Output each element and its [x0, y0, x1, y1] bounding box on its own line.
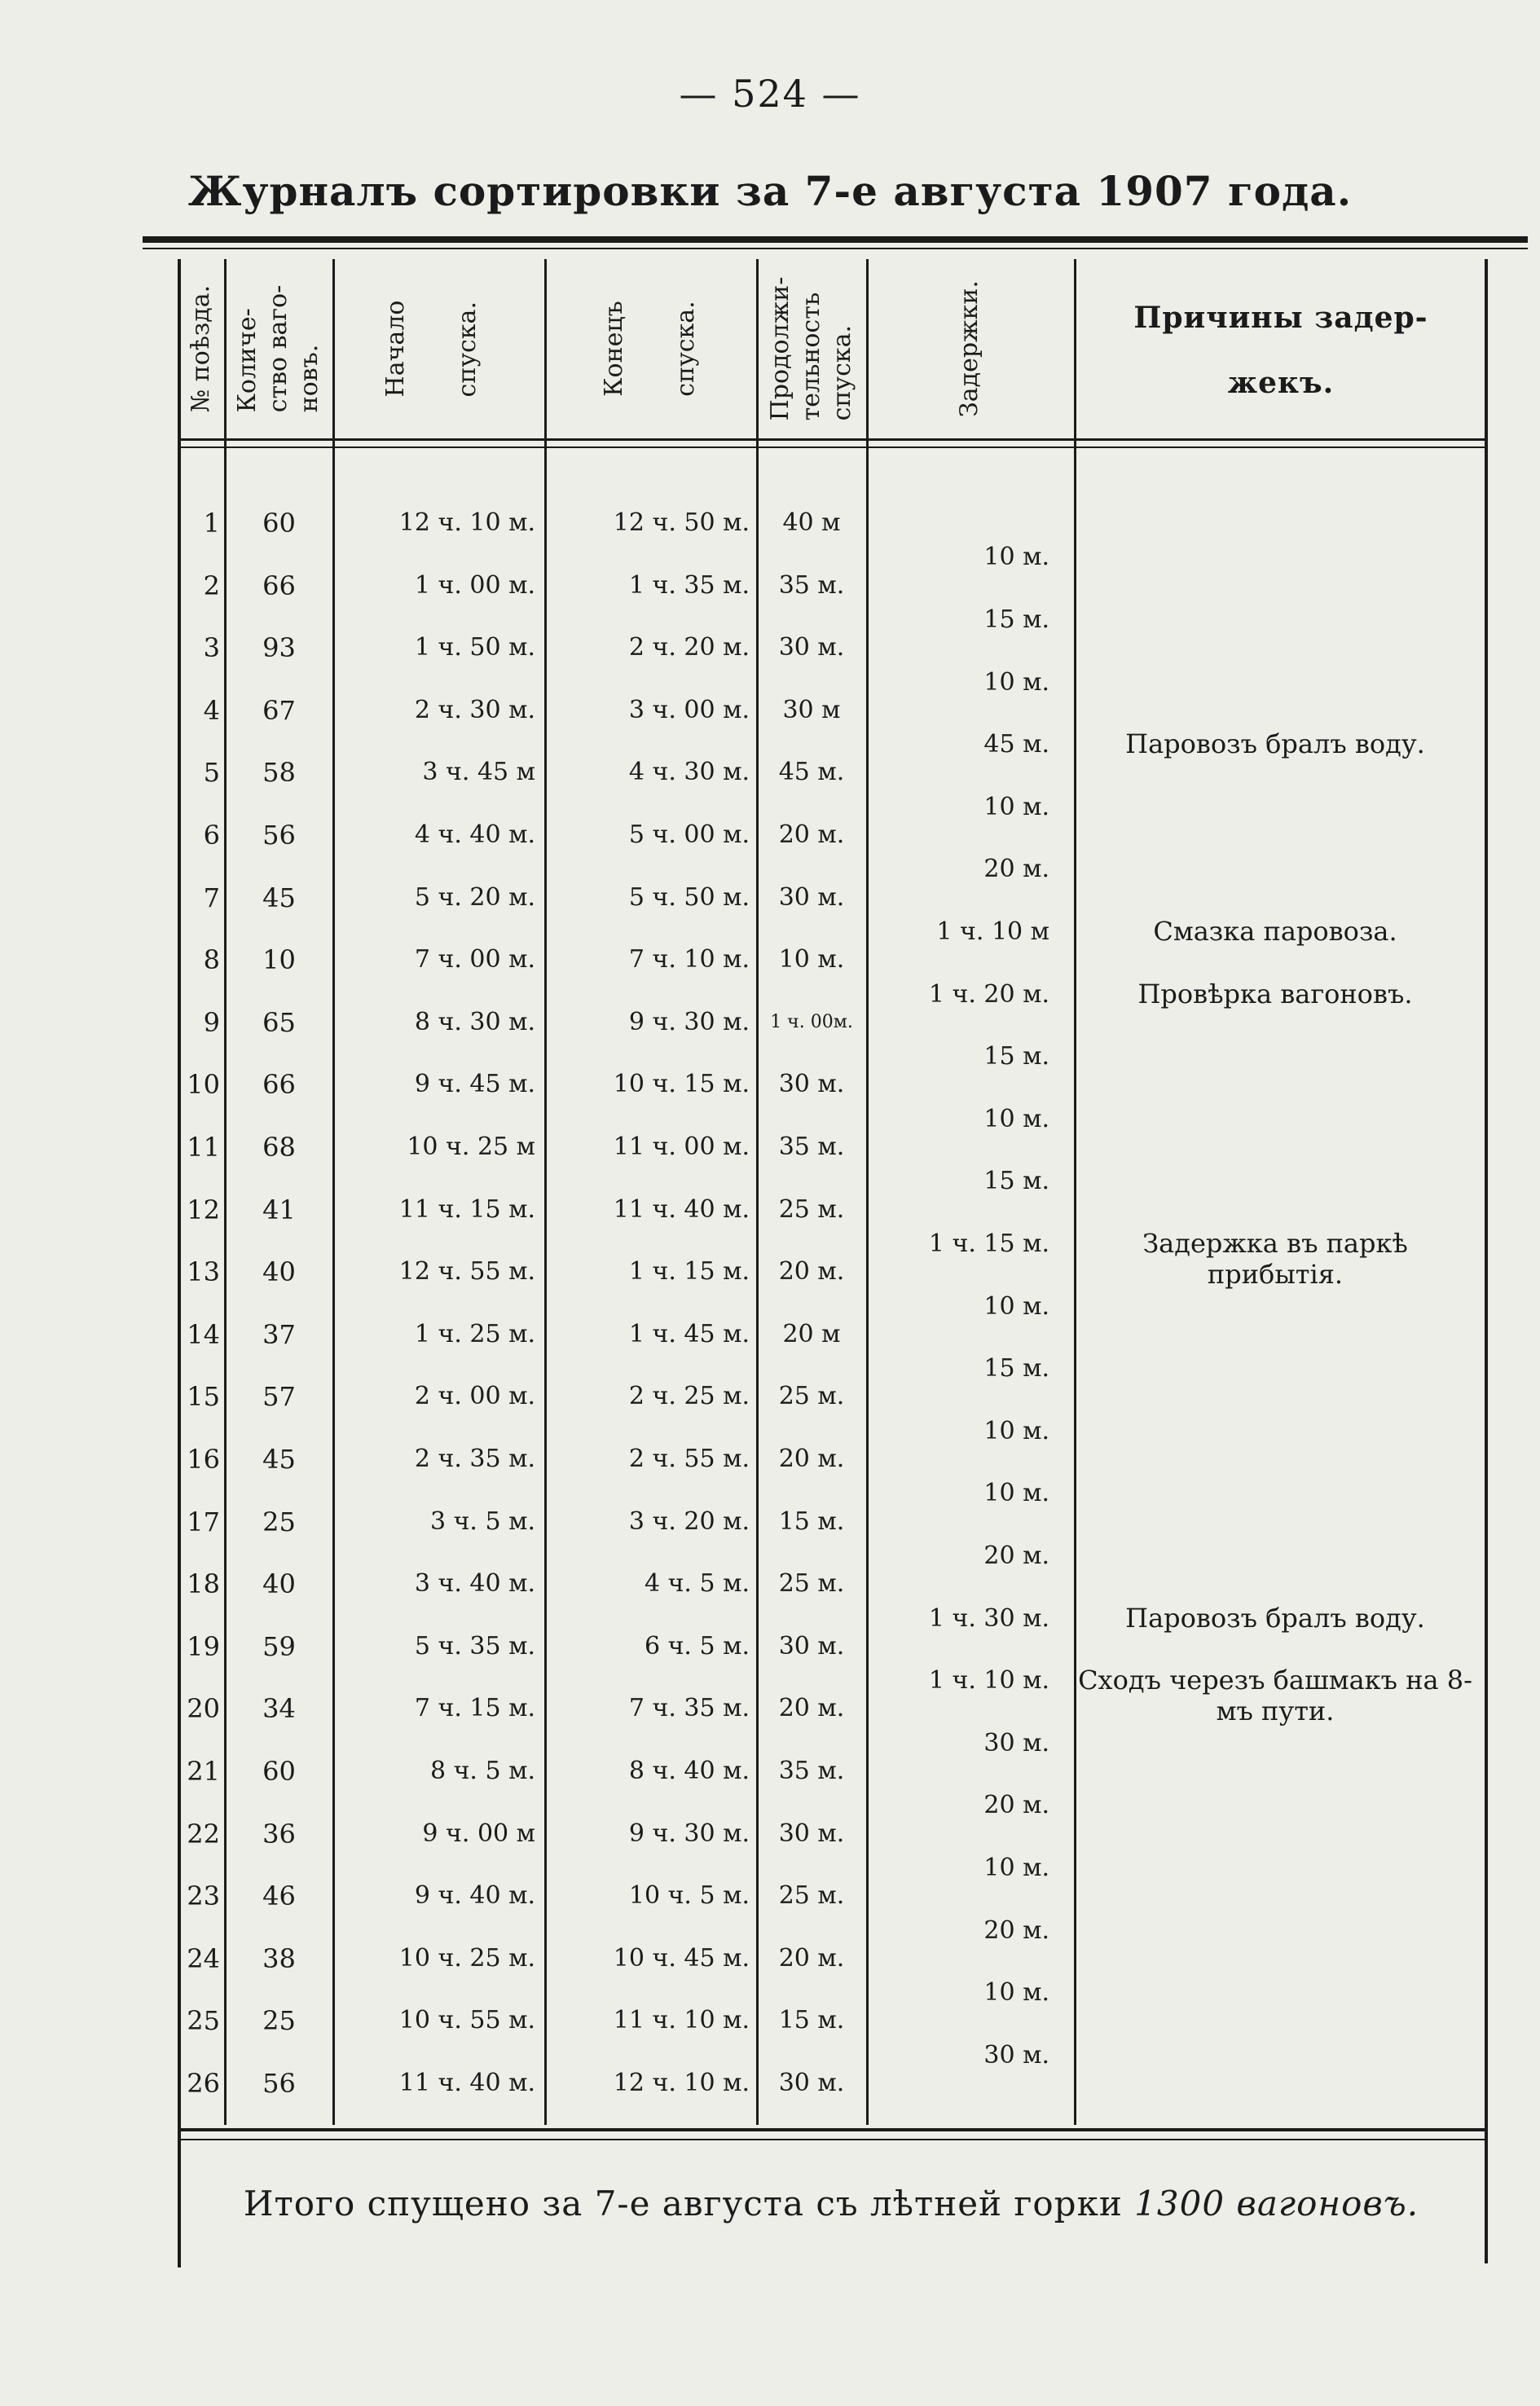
wagon-count: 40 [262, 1568, 296, 1599]
header-rule-2 [181, 446, 1485, 448]
delay-value: 20 м. [983, 1791, 1049, 1819]
train-number: 11 [187, 1132, 220, 1163]
start-time: 7 ч. 15 м. [414, 1694, 535, 1722]
wagon-count: 60 [262, 508, 296, 539]
train-number: 22 [187, 1819, 220, 1850]
end-time: 11 ч. 00 м. [613, 1133, 750, 1161]
wagon-count: 45 [262, 1444, 296, 1475]
end-time: 4 ч. 5 м. [644, 1569, 750, 1598]
duration: 20 м [782, 1320, 841, 1348]
delay-reason: Смазка паровоза. [1153, 916, 1397, 947]
header-start: Начало спуска. [381, 300, 482, 398]
start-time: 12 ч. 10 м. [398, 508, 535, 537]
start-time: 10 ч. 25 м. [398, 1944, 535, 1973]
wagon-count: 41 [262, 1194, 296, 1225]
header-duration: Продолжи- тельность спуска. [766, 276, 856, 421]
end-time: 7 ч. 10 м. [628, 945, 750, 974]
total-line [187, 2184, 1475, 2223]
wagon-count: 10 [262, 944, 296, 975]
wagon-count: 65 [262, 1007, 296, 1038]
start-time: 1 ч. 25 м. [414, 1320, 535, 1348]
train-number: 15 [187, 1381, 220, 1412]
col-sep-2 [332, 259, 335, 2125]
duration: 20 м. [778, 1694, 845, 1722]
end-time: 8 ч. 40 м. [628, 1757, 750, 1785]
end-time: 12 ч. 50 м. [613, 508, 750, 537]
duration: 20 м. [778, 1257, 845, 1286]
train-number: 12 [187, 1194, 220, 1225]
wagon-count: 38 [262, 1943, 296, 1974]
train-number: 17 [187, 1506, 220, 1537]
start-time: 8 ч. 5 м. [429, 1757, 535, 1785]
end-time: 3 ч. 20 м. [628, 1507, 750, 1536]
start-time: 3 ч. 40 м. [414, 1569, 535, 1598]
duration: 20 м. [778, 820, 845, 849]
wagon-count: 59 [262, 1631, 296, 1662]
start-time: 12 ч. 55 м. [398, 1257, 535, 1286]
header-delays: Задержки. [955, 280, 983, 417]
duration: 30 м. [778, 1070, 845, 1098]
end-time: 11 ч. 40 м. [613, 1195, 750, 1224]
delay-reason: Провѣрка вагоновъ. [1137, 979, 1413, 1009]
end-time: 5 ч. 50 м. [628, 883, 750, 912]
end-time: 1 ч. 15 м. [628, 1257, 750, 1286]
wagon-count: 56 [262, 820, 296, 851]
col-sep-6 [1074, 259, 1076, 2125]
header-end: Конецъ спуска. [600, 301, 700, 397]
wagon-count: 66 [262, 570, 296, 601]
start-time: 2 ч. 35 м. [414, 1445, 535, 1473]
duration: 20 м. [778, 1944, 845, 1973]
train-number: 3 [203, 632, 220, 663]
end-time: 6 ч. 5 м. [644, 1632, 750, 1660]
start-time: 1 ч. 00 м. [414, 571, 535, 600]
top-rule-thin [143, 248, 1528, 249]
wagon-count: 93 [262, 632, 296, 663]
duration: 30 м. [778, 1819, 845, 1848]
wagon-count: 68 [262, 1132, 296, 1163]
wagon-count: 57 [262, 1381, 296, 1412]
delay-value: 1 ч. 15 м. [928, 1229, 1049, 1258]
delay-reason: Задержка въ паркѣ прибытія. [1142, 1228, 1408, 1290]
duration: 45 м. [778, 758, 845, 786]
col-sep-4 [756, 259, 759, 2125]
duration: 30 м. [778, 633, 845, 662]
delay-value: 20 м. [983, 1542, 1049, 1570]
duration: 15 м. [778, 1507, 845, 1536]
delay-value: 10 м. [983, 543, 1049, 571]
delay-value: 10 м. [983, 1417, 1049, 1445]
wagon-count: 56 [262, 2068, 296, 2099]
delay-reason: Сходъ черезъ башмакъ на 8-мъ пути. [1078, 1665, 1472, 1726]
train-number: 13 [187, 1256, 220, 1287]
start-time: 10 ч. 25 м [407, 1133, 535, 1161]
duration: 15 м. [778, 2006, 845, 2034]
start-time: 9 ч. 00 м [422, 1819, 535, 1848]
end-time: 10 ч. 5 м. [628, 1881, 750, 1910]
header-train-no: № поѣзда. [187, 284, 215, 413]
end-time: 11 ч. 10 м. [613, 2006, 750, 2034]
duration: 40 м [782, 508, 841, 537]
train-number: 1 [203, 508, 220, 539]
duration: 25 м. [778, 1382, 845, 1410]
delay-value: 10 м. [983, 668, 1049, 697]
start-time: 11 ч. 15 м. [398, 1195, 535, 1224]
end-time: 10 ч. 15 м. [613, 1070, 750, 1098]
end-time: 3 ч. 00 м. [628, 696, 750, 724]
wagon-count: 60 [262, 1756, 296, 1787]
delay-value: 10 м. [983, 1978, 1049, 2007]
wagon-count: 67 [262, 695, 296, 726]
start-time: 11 ч. 40 м. [398, 2069, 535, 2097]
total-value: 1300 вагоновъ. [1134, 2184, 1419, 2223]
start-time: 10 ч. 55 м. [398, 2006, 535, 2034]
delay-value: 15 м. [983, 1167, 1049, 1195]
end-time: 2 ч. 20 м. [628, 633, 750, 662]
delay-value: 20 м. [983, 855, 1049, 883]
end-time: 2 ч. 55 м. [628, 1445, 750, 1473]
header-wagons: Количе- ство ваго- новъ. [233, 284, 323, 413]
duration: 30 м. [778, 883, 845, 912]
start-time: 4 ч. 40 м. [414, 820, 535, 849]
train-number: 16 [187, 1444, 220, 1475]
table-right-border [1485, 259, 1488, 2263]
delay-value: 10 м. [983, 793, 1049, 821]
start-time: 1 ч. 50 м. [414, 633, 535, 662]
delay-value: 1 ч. 20 м. [928, 980, 1049, 1009]
delay-value: 30 м. [983, 2041, 1049, 2070]
train-number: 20 [187, 1693, 220, 1724]
top-rule-thick [143, 236, 1528, 243]
wagon-count: 37 [262, 1319, 296, 1350]
delay-value: 10 м. [983, 1854, 1049, 1882]
train-number: 21 [187, 1756, 220, 1787]
delay-value: 45 м. [983, 730, 1049, 759]
wagon-count: 58 [262, 757, 296, 788]
total-text: Итого спущено за 7-е августа съ лѣтней горки [243, 2184, 1123, 2223]
start-time: 9 ч. 45 м. [414, 1070, 535, 1098]
delay-value: 20 м. [983, 1916, 1049, 1945]
train-number: 26 [187, 2068, 220, 2099]
page-title: Журналъ сортировки за 7-е августа 1907 года. [187, 167, 1353, 215]
train-number: 24 [187, 1943, 220, 1974]
delay-value: 15 м. [983, 605, 1049, 634]
end-time: 9 ч. 30 м. [628, 1819, 750, 1848]
end-time: 1 ч. 45 м. [628, 1320, 750, 1348]
start-time: 2 ч. 30 м. [414, 696, 535, 724]
wagon-count: 36 [262, 1819, 296, 1850]
wagon-count: 66 [262, 1069, 296, 1100]
duration: 1 ч. 00м. [770, 1012, 853, 1032]
train-number: 5 [203, 757, 220, 788]
page-number: — 524 — [679, 72, 861, 116]
start-time: 2 ч. 00 м. [414, 1382, 535, 1410]
train-number: 8 [203, 944, 220, 975]
col-sep-3 [544, 259, 547, 2125]
train-number: 4 [203, 695, 220, 726]
col-sep-1 [224, 259, 227, 2125]
wagon-count: 25 [262, 2005, 296, 2036]
start-time: 9 ч. 40 м. [414, 1881, 535, 1910]
train-number: 14 [187, 1319, 220, 1350]
delay-value: 10 м. [983, 1105, 1049, 1133]
start-time: 7 ч. 00 м. [414, 945, 535, 974]
table-bottom-rule-2 [181, 2139, 1485, 2140]
delay-reason: Паровозъ бралъ воду. [1125, 1603, 1425, 1634]
train-number: 18 [187, 1568, 220, 1599]
train-number: 2 [203, 570, 220, 601]
header-reasons: Причины задер- жекъ. [1133, 301, 1428, 400]
delay-reason: Паровозъ бралъ воду. [1125, 728, 1425, 759]
duration: 25 м. [778, 1195, 845, 1224]
train-number: 23 [187, 1880, 220, 1911]
delay-value: 30 м. [983, 1729, 1049, 1757]
train-number: 7 [203, 882, 220, 913]
delay-value: 10 м. [983, 1479, 1049, 1507]
end-time: 4 ч. 30 м. [628, 758, 750, 786]
duration: 30 м [782, 696, 841, 724]
wagon-count: 34 [262, 1693, 296, 1724]
wagon-count: 45 [262, 882, 296, 913]
end-time: 9 ч. 30 м. [628, 1008, 750, 1036]
train-number: 9 [203, 1007, 220, 1038]
start-time: 3 ч. 5 м. [429, 1507, 535, 1536]
train-number: 19 [187, 1631, 220, 1662]
delay-value: 15 м. [983, 1042, 1049, 1071]
delay-value: 1 ч. 10 м [936, 917, 1049, 946]
table-bottom-rule [181, 2128, 1485, 2131]
delay-value: 15 м. [983, 1354, 1049, 1383]
duration: 20 м. [778, 1445, 845, 1473]
start-time: 5 ч. 35 м. [414, 1632, 535, 1660]
end-time: 7 ч. 35 м. [628, 1694, 750, 1722]
col-sep-5 [866, 259, 869, 2125]
wagon-count: 40 [262, 1256, 296, 1287]
end-time: 2 ч. 25 м. [628, 1382, 750, 1410]
duration: 30 м. [778, 1632, 845, 1660]
start-time: 5 ч. 20 м. [414, 883, 535, 912]
start-time: 8 ч. 30 м. [414, 1008, 535, 1036]
end-time: 12 ч. 10 м. [613, 2069, 750, 2097]
end-time: 5 ч. 00 м. [628, 820, 750, 849]
start-time: 3 ч. 45 м [422, 758, 535, 786]
duration: 25 м. [778, 1881, 845, 1910]
end-time: 10 ч. 45 м. [613, 1944, 750, 1973]
wagon-count: 25 [262, 1506, 296, 1537]
duration: 35 м. [778, 1757, 845, 1785]
delay-value: 1 ч. 30 м. [928, 1604, 1049, 1633]
end-time: 1 ч. 35 м. [628, 571, 750, 600]
duration: 35 м. [778, 1133, 845, 1161]
train-number: 25 [187, 2005, 220, 2036]
wagon-count: 46 [262, 1880, 296, 1911]
delay-value: 1 ч. 10 м. [928, 1666, 1049, 1695]
duration: 35 м. [778, 571, 845, 600]
delay-value: 10 м. [983, 1292, 1049, 1321]
header-rule [181, 438, 1485, 441]
train-number: 10 [187, 1069, 220, 1100]
duration: 30 м. [778, 2069, 845, 2097]
duration: 10 м. [778, 945, 845, 974]
duration: 25 м. [778, 1569, 845, 1598]
train-number: 6 [203, 820, 220, 851]
